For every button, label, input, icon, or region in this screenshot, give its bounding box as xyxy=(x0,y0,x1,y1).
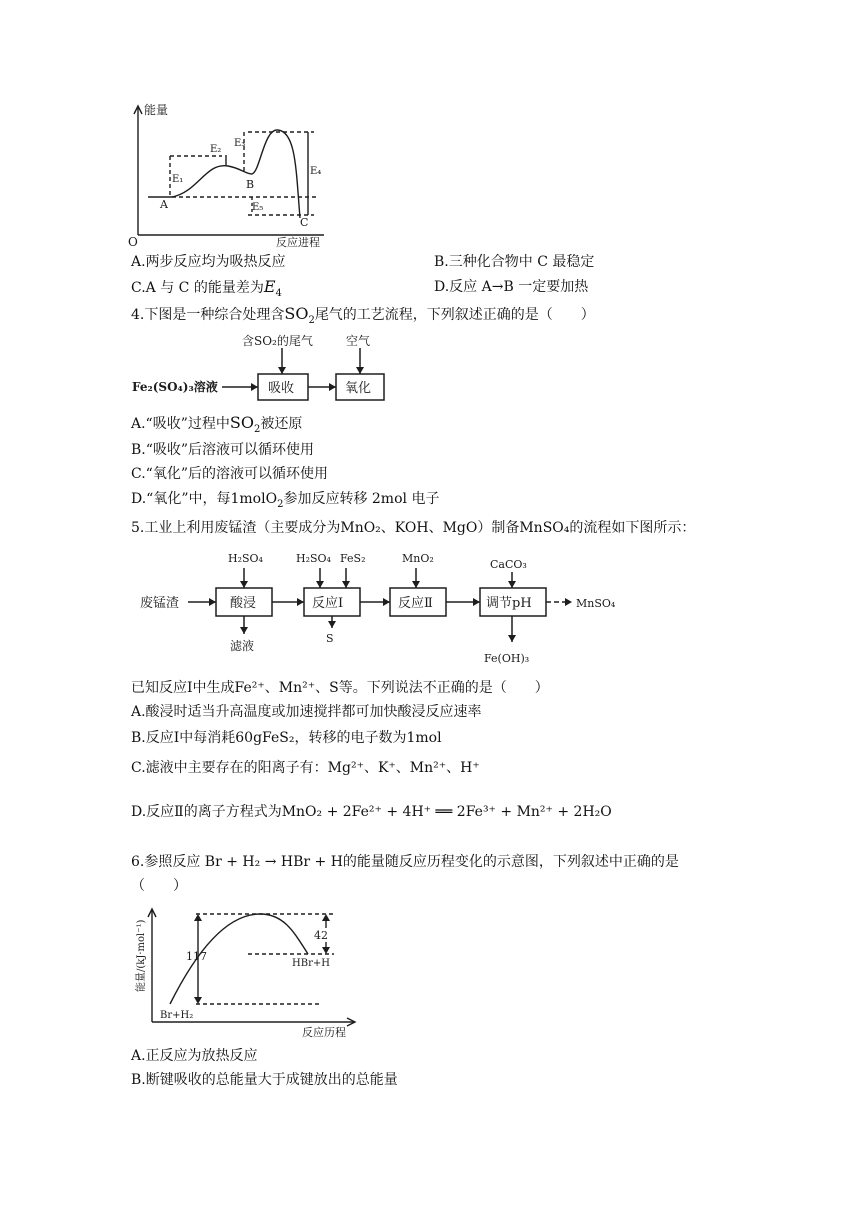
q3-option-c-symbol: E xyxy=(263,277,276,296)
x-axis-label: 反应进程 xyxy=(276,236,320,249)
origin-label: O xyxy=(128,235,138,249)
point-b-label: B xyxy=(246,178,255,191)
q6-option-b: B.断键吸收的总能量大于成键放出的总能量 xyxy=(131,1072,398,1088)
e3-label: E₃ xyxy=(234,138,246,149)
reagent-h2so4-2: H₂SO₄ xyxy=(296,552,331,565)
e2-label: E₂ xyxy=(210,144,222,155)
q4-option-d-mol: 1molO xyxy=(230,491,278,507)
q4-option-d-text-2: 参加反应转移 2mol 电子 xyxy=(283,491,440,507)
q4-option-d-sub: 2 xyxy=(277,498,284,510)
point-a-label: A xyxy=(160,198,168,211)
energy-diagram-q6 xyxy=(130,904,370,1040)
energy-diagram-q3 xyxy=(128,100,328,250)
q5-option-b: B.反应Ⅰ中每消耗60gFeS₂，转移的电子数为1mol xyxy=(131,730,442,746)
reagent-mno2: MnO₂ xyxy=(402,552,434,565)
y-axis-label: 能量 xyxy=(144,103,169,117)
air-label: 空气 xyxy=(346,334,371,348)
q4-option-a-sub: 2 xyxy=(253,423,261,435)
q5-note: 已知反应Ⅰ中生成Fe²⁺、Mn²⁺、S等。下列说法不正确的是（ ） xyxy=(131,680,549,696)
output-sulfur: S xyxy=(326,632,334,645)
x-axis-label: 反应历程 xyxy=(302,1026,346,1039)
q3-option-d: D.反应 A→B 一定要加热 xyxy=(434,279,589,295)
q4-stem-sub: 2 xyxy=(308,314,315,326)
reagent-h2so4-1: H₂SO₄ xyxy=(228,552,263,565)
q4-option-a-text-1: A.“吸收”过程中 xyxy=(131,416,230,432)
q4-stem xyxy=(131,304,595,331)
q4-option-a-so2: SO xyxy=(229,413,254,432)
e1-label: E₁ xyxy=(172,174,184,185)
product-label: HBr+H xyxy=(292,958,330,969)
y-axis-label: 能量/(kJ·mol⁻¹) xyxy=(136,919,147,992)
q5-option-d: D.反应Ⅱ的离子方程式为MnO₂ + 2Fe²⁺ + 4H⁺ ══ 2Fe³⁺ + Mn²⁺ + 2H₂O xyxy=(131,804,612,820)
reaction1-box-label: 反应Ⅰ xyxy=(312,596,344,611)
q3-option-c xyxy=(131,277,282,304)
q3-option-c-text: C.A 与 C 的能量差为 xyxy=(131,280,264,296)
point-c-label: C xyxy=(300,216,309,229)
q4-stem-text-1: 4.下图是一种综合处理含 xyxy=(131,307,285,323)
reactant-label: Br+H₂ xyxy=(160,1010,194,1021)
q6-stem: 6.参照反应 Br + H₂ → HBr + H的能量随反应历程变化的示意图，下列叙述中正确的是 xyxy=(131,854,679,870)
q4-option-b: B.“吸收”后溶液可以循环使用 xyxy=(131,442,315,458)
value-117-label: 117 xyxy=(186,950,207,963)
oxidize-box-label: 氧化 xyxy=(345,381,372,396)
waste-slag-label: 废锰渣 xyxy=(140,596,180,611)
q4-option-a-text-2: 被还原 xyxy=(260,416,303,432)
q5-option-c: C.滤液中主要存在的阳离子有：Mg²⁺、K⁺、Mn²⁺、H⁺ xyxy=(131,760,480,776)
q3-option-b: B.三种化合物中 C 最稳定 xyxy=(434,254,595,270)
q3-option-c-subscript: 4 xyxy=(275,287,282,299)
q6-answer-paren: （ ） xyxy=(131,878,187,894)
product-mnso4: MnSO₄ xyxy=(576,597,616,610)
q4-option-c: C.“氧化”后的溶液可以循环使用 xyxy=(131,466,328,482)
reaction2-box-label: 反应Ⅱ xyxy=(398,596,433,611)
q5-option-a: A.酸浸时适当升高温度或加速搅拌都可加快酸浸反应速率 xyxy=(131,704,482,720)
absorb-box-label: 吸收 xyxy=(268,381,295,396)
q3-option-a: A.两步反应均为吸热反应 xyxy=(131,254,286,270)
acid-leach-box-label: 酸浸 xyxy=(230,596,257,611)
q5-stem: 5.工业上利用废锰渣（主要成分为MnO₂、KOH、MgO）制备MnSO₄的流程如下图所示： xyxy=(131,520,696,536)
flow-diagram-q4 xyxy=(132,332,392,412)
adjust-ph-box-label: 调节pH xyxy=(486,596,532,611)
output-feoh3: Fe(OH)₃ xyxy=(484,652,530,665)
q4-stem-text-2: 尾气的工艺流程，下列叙述正确的是（ ） xyxy=(314,307,595,323)
flow-diagram-q5 xyxy=(140,548,620,672)
feed-label: Fe₂(SO₄)₃溶液 xyxy=(132,380,218,394)
q6-option-a: A.正反应为放热反应 xyxy=(131,1048,258,1064)
gas-input-label: 含SO₂的尾气 xyxy=(242,334,313,348)
q4-option-d xyxy=(131,489,439,515)
reagent-fes2: FeS₂ xyxy=(340,552,366,565)
q4-option-a xyxy=(131,413,302,440)
e5-label: E₅ xyxy=(252,202,264,213)
q4-stem-so2: SO xyxy=(284,304,309,323)
value-42-label: 42 xyxy=(314,929,328,942)
e4-label: E₄ xyxy=(310,166,322,177)
output-filtrate: 滤液 xyxy=(230,639,255,653)
q4-option-d-text-1: D.“氧化”中，每 xyxy=(131,491,231,507)
reagent-caco3: CaCO₃ xyxy=(490,558,527,571)
